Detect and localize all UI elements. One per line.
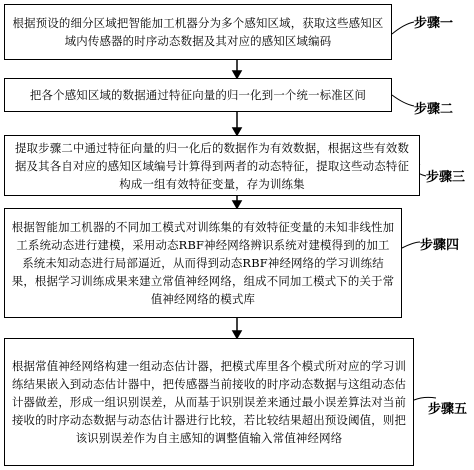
- arrowhead-2-3: [233, 128, 241, 135]
- arrowhead-4-5: [233, 331, 241, 338]
- step4-text: 根据智能加工机器的不同加工模式对训练集的有效特征变量的未知非线性加工系统动态进行建模，采用动态RBF神经网络辨识系统对建模得到的加工系统未知动态进行局部逼近，从而得到动态RBF神经网络的学习训练结果，根据学习训练成果来建立常值神经网络，组成不同加工模式下的关于常值神经网络的模式库: [11, 220, 395, 306]
- step5-label: 步骤五: [428, 402, 468, 417]
- step2-label: 步骤二: [414, 102, 454, 117]
- step1-text: 根据预设的细分区域把智能加工机器分为多个感知区域，获取这些感知区域内传感器的时序动态数据及其对应的感知区域编码: [12, 16, 384, 48]
- step3-box: [4, 135, 420, 196]
- step4-label: 步骤四: [420, 238, 460, 253]
- step3-label: 步骤三: [426, 170, 466, 185]
- leader-line-step2: [392, 95, 414, 106]
- step1-label: 步骤一: [414, 16, 454, 31]
- step4-box: [4, 208, 402, 318]
- step5-text: 根据常值神经网络构建一组动态估计器，把模式库里各个模式所对应的学习训练结果嵌入到动态估计器中，把传感器当前接收的时序动态数据与这组动态估计器做差，形成一组识别误差，从而基于识别误差来通过最小误差算法对当前接收的时序动态数据与动态估计器进行比较，若比较结果超出预设阈值，则把该识别误差作为自主感知的调整值输入常值神经网络: [11, 359, 407, 445]
- leader-line-step4: [402, 242, 420, 248]
- arrowhead-3-4: [233, 201, 241, 208]
- step3-text: 提取步骤二中通过特征向量的归一化后的数据作为有效数据，根据这些有效数据及其各自对应的感知区域编号计算得到两者的动态特征，提取这些动态特征构成一组有效特征变量，存为训练集: [14, 140, 410, 191]
- step5-box: [4, 338, 414, 466]
- leader-line-step1: [392, 22, 414, 34]
- step2-box: [4, 78, 392, 112]
- arrowhead-1-2: [233, 71, 241, 78]
- step2-text: 把各个感知区域的数据通过特征向量的归一化到一个统一标准区间: [29, 88, 367, 102]
- step1-box: [4, 4, 392, 60]
